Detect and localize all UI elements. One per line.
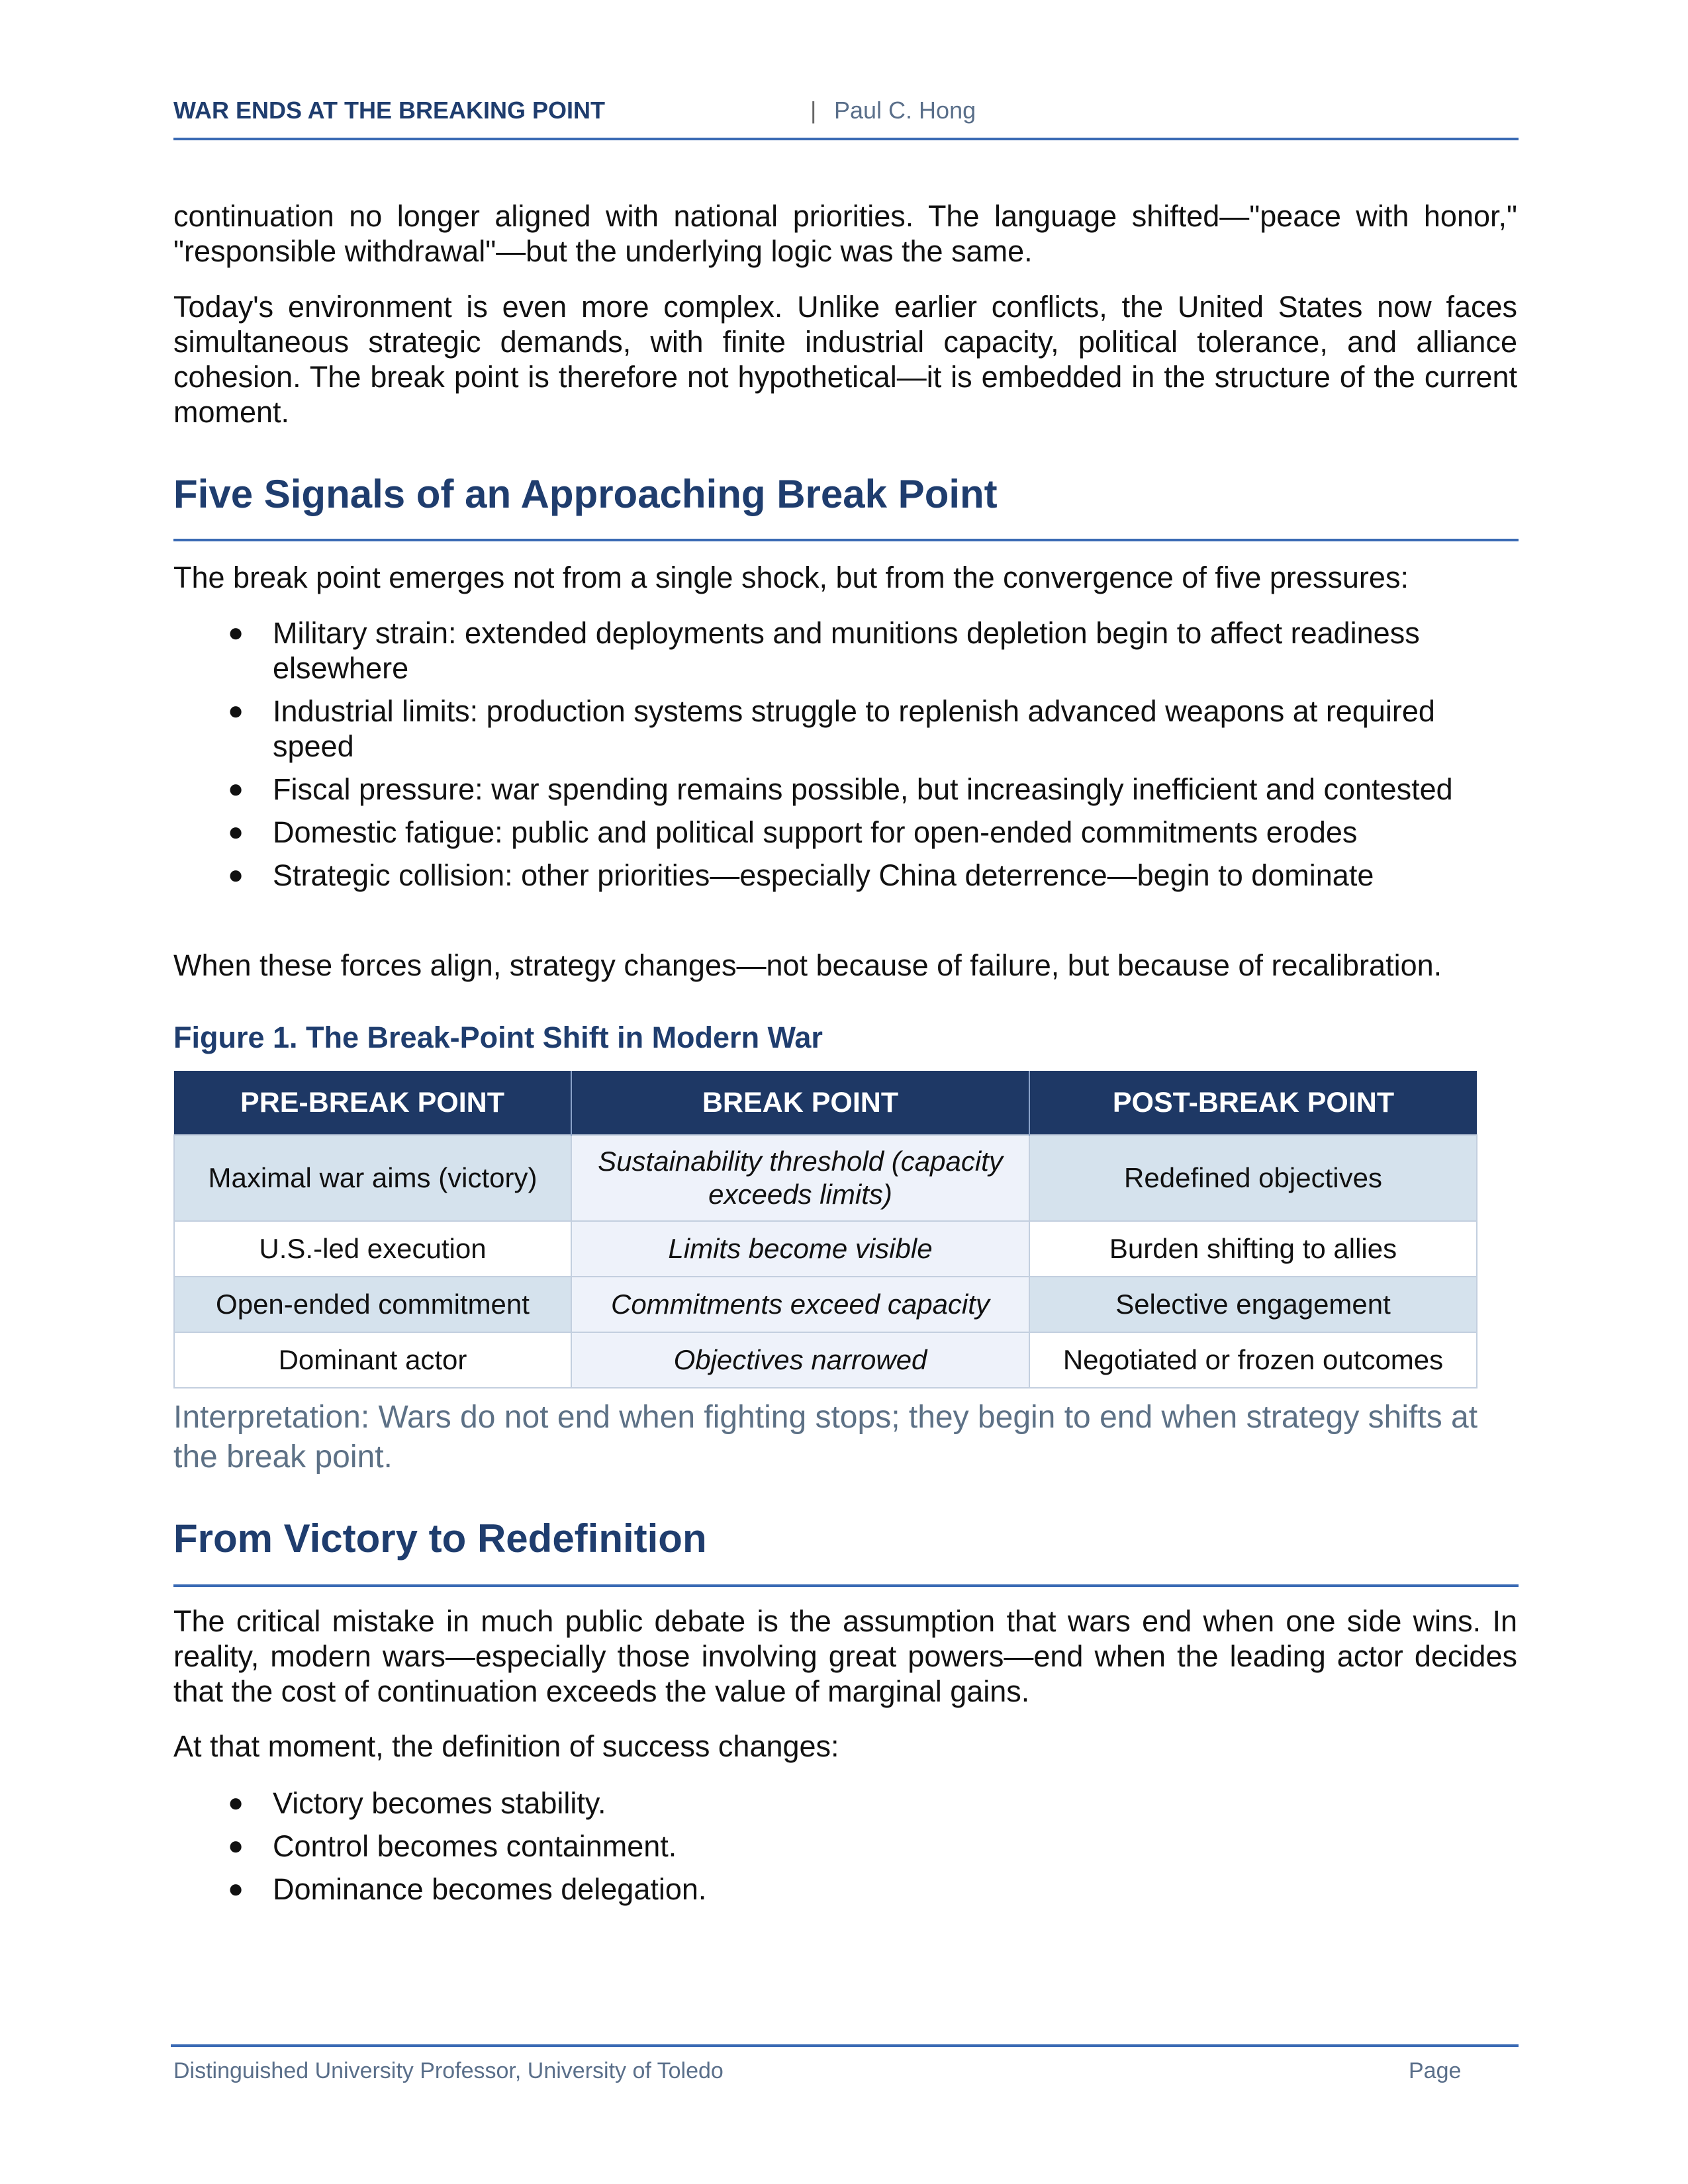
- list-item-text: Fiscal pressure: war spending remains possible, but increasingly inefficient and contested: [273, 772, 1453, 806]
- section-heading-text: From Victory to Redefinition: [173, 1516, 707, 1561]
- list-item-text: Military strain: extended deployments and munitions depletion begin to affect readiness elsewhere: [273, 616, 1420, 685]
- bullet-icon: ●: [228, 1874, 244, 1903]
- bullet-icon: ●: [228, 774, 244, 803]
- table-cell: Sustainability threshold (capacity exceeds limits): [571, 1135, 1029, 1221]
- section2-lead-in: At that moment, the definition of success changes:: [173, 1729, 839, 1763]
- success-redefinition-list: [173, 1786, 1519, 1907]
- bullet-icon: ●: [228, 1788, 244, 1817]
- header-separator: |: [810, 97, 817, 124]
- table-cell: Negotiated or frozen outcomes: [1029, 1332, 1477, 1388]
- section-heading-victory-to-redefinition: [173, 1516, 1519, 1587]
- section-heading-text: Five Signals of an Approaching Break Point: [173, 472, 998, 516]
- table-row: [174, 1135, 1477, 1221]
- list-item-text: Victory becomes stability.: [273, 1786, 606, 1820]
- list-item-text: Dominance becomes delegation.: [273, 1872, 707, 1906]
- column-header-break: BREAK POINT: [571, 1071, 1029, 1135]
- footer-divider: [171, 2044, 1519, 2047]
- table-cell: Maximal war aims (victory): [174, 1135, 571, 1221]
- footer-page-label: Page: [1409, 2058, 1462, 2083]
- list-item: [173, 858, 1519, 893]
- table-cell: Commitments exceed capacity: [571, 1277, 1029, 1332]
- section1-conclusion: When these forces align, strategy changes—not because of failure, but because of recalibration.: [173, 948, 1442, 982]
- paragraph-todays-environment: Today's environment is even more complex. Unlike earlier conflicts, the United States now faces simultaneous strategic demands, with finite industrial capacity, political tolerance, and alliance cohesion. The break point is therefore not hypothetical—it is embedded in the structure of the current moment.: [173, 290, 1517, 429]
- table-header-row: [174, 1071, 1477, 1135]
- table-cell: Selective engagement: [1029, 1277, 1477, 1332]
- table-row: [174, 1332, 1477, 1388]
- bullet-icon: ●: [228, 1831, 244, 1860]
- figure-title: Figure 1. The Break-Point Shift in Modern War: [173, 1021, 823, 1054]
- five-signals-list: [173, 615, 1519, 893]
- table-cell: U.S.-led execution: [174, 1221, 571, 1277]
- bullet-icon: ●: [228, 618, 244, 647]
- list-item-text: Control becomes containment.: [273, 1829, 677, 1863]
- list-item: [173, 1872, 1519, 1907]
- section-heading-five-signals: [173, 471, 1519, 541]
- column-header-pre-break: PRE-BREAK POINT: [174, 1071, 571, 1135]
- bullet-icon: ●: [228, 696, 244, 725]
- list-item-text: Industrial limits: production systems struggle to replenish advanced weapons at required speed: [273, 694, 1435, 763]
- list-item: [173, 1829, 1519, 1864]
- table-row: [174, 1221, 1477, 1277]
- table-row: [174, 1277, 1477, 1332]
- column-header-post-break: POST-BREAK POINT: [1029, 1071, 1477, 1135]
- list-item: [173, 772, 1519, 807]
- footer-affiliation: Distinguished University Professor, University of Toledo: [173, 2058, 724, 2083]
- list-item: [173, 615, 1519, 686]
- table-cell: Dominant actor: [174, 1332, 571, 1388]
- list-item: [173, 1786, 1519, 1821]
- running-header: [173, 94, 1519, 140]
- break-point-table: [173, 1071, 1477, 1388]
- table-cell: Open-ended commitment: [174, 1277, 571, 1332]
- table-cell: Objectives narrowed: [571, 1332, 1029, 1388]
- paragraph-continuation: continuation no longer aligned with national priorities. The language shifted—"peace with honor," "responsible withdrawal"—but the underlying logic was the same.: [173, 199, 1517, 268]
- table-cell: Burden shifting to allies: [1029, 1221, 1477, 1277]
- bullet-icon: ●: [228, 817, 244, 846]
- header-author: Paul C. Hong: [834, 97, 976, 124]
- bullet-icon: ●: [228, 860, 244, 889]
- figure-interpretation: Interpretation: Wars do not end when fighting stops; they begin to end when strategy shifts at the break point.: [173, 1400, 1478, 1475]
- list-item-text: Domestic fatigue: public and political support for open-ended commitments erodes: [273, 815, 1358, 849]
- section2-paragraph: The critical mistake in much public debate is the assumption that wars end when one side wins. In reality, modern wars—especially those involving great powers—end when the leading actor decides that the cost of continuation exceeds the value of marginal gains.: [173, 1604, 1517, 1708]
- list-item: [173, 815, 1519, 850]
- header-title: WAR ENDS AT THE BREAKING POINT: [173, 97, 606, 124]
- section1-intro: The break point emerges not from a single shock, but from the convergence of five pressures:: [173, 561, 1409, 594]
- table-cell: Redefined objectives: [1029, 1135, 1477, 1221]
- list-item: [173, 694, 1519, 764]
- table-cell: Limits become visible: [571, 1221, 1029, 1277]
- list-item-text: Strategic collision: other priorities—especially China deterrence—begin to dominate: [273, 858, 1374, 892]
